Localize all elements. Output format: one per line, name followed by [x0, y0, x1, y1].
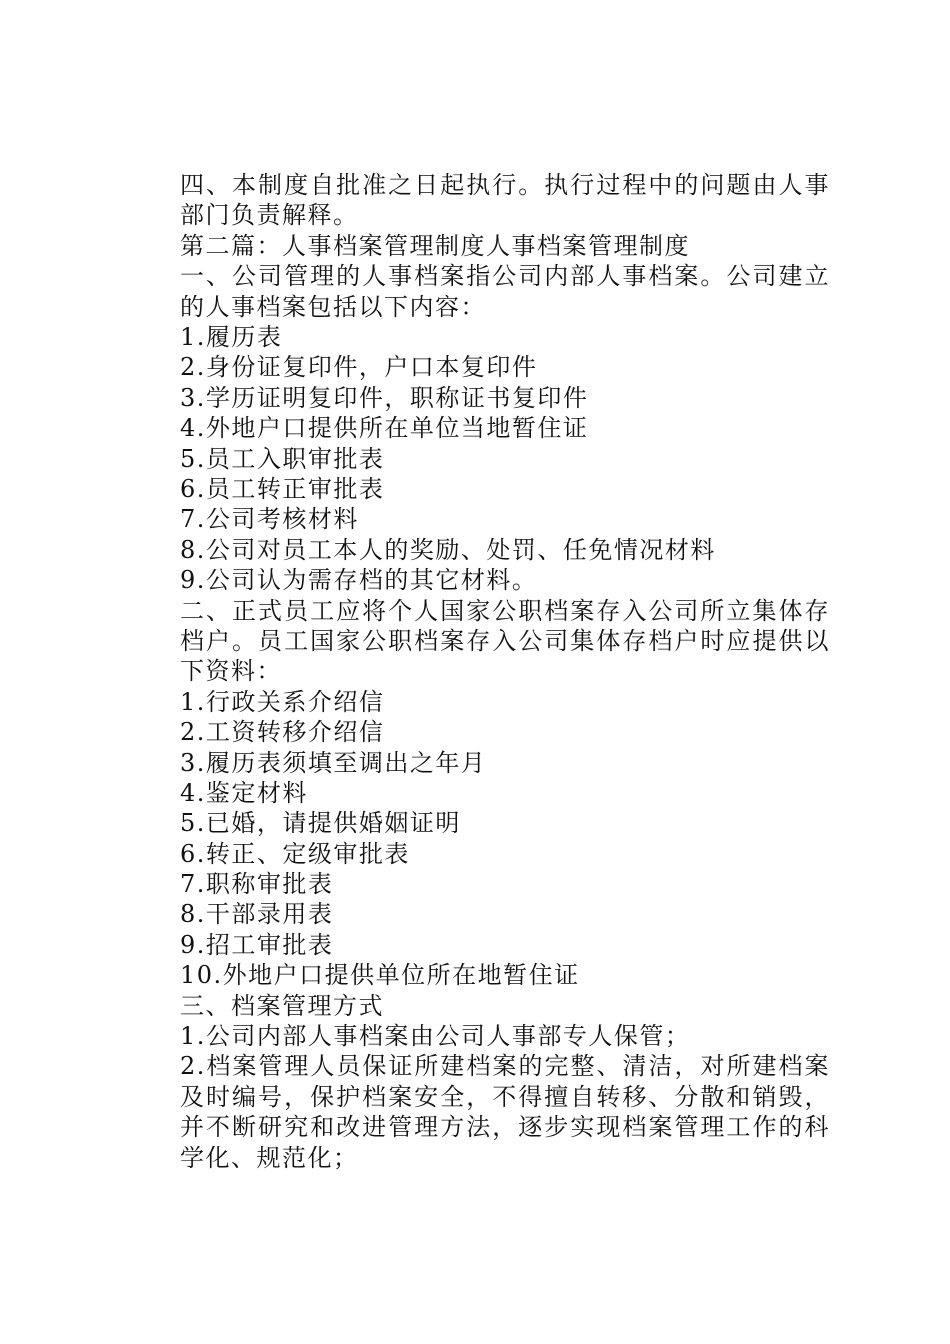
list-item: 8.干部录用表 — [180, 900, 334, 929]
list-item: 9.公司认为需存档的其它材料。 — [180, 566, 538, 595]
archive-contents-list — [130, 322, 830, 596]
section-heading-item-three: 三、档案管理方式 — [180, 991, 384, 1020]
paragraph-management-point-two: 2.档案管理人员保证所建档案的完整、清洁，对所建档案及时编号，保护档案安全，不得擅自转移、分散和销毁，并不断研究和改进管理方法，逐步实现档案管理工作的科学化、规范化； — [180, 1052, 830, 1172]
section-heading-chapter-two: 第二篇：人事档案管理制度人事档案管理制度 — [180, 231, 690, 260]
list-item: 8.公司对员工本人的奖励、处罚、任免情况材料 — [180, 535, 716, 564]
document-body — [130, 170, 830, 1173]
list-item: 10.外地户口提供单位所在地暂住证 — [180, 961, 580, 990]
list-item: 6.员工转正审批表 — [180, 474, 385, 503]
paragraph-management-point-one: 1.公司内部人事档案由公司人事部专人保管； — [180, 1022, 691, 1051]
list-item: 3.学历证明复印件，职称证书复印件 — [180, 383, 589, 412]
list-item: 4.外地户口提供所在单位当地暂住证 — [180, 414, 589, 443]
list-item: 7.公司考核材料 — [180, 505, 359, 534]
list-item: 6.转正、定级审批表 — [180, 839, 410, 868]
list-item: 9.招工审批表 — [180, 930, 334, 959]
list-item: 4.鉴定材料 — [180, 778, 308, 807]
list-item: 1.履历表 — [180, 323, 283, 352]
list-item: 5.员工入职审批表 — [180, 444, 385, 473]
list-item: 5.已婚，请提供婚姻证明 — [180, 809, 461, 838]
list-item: 3.履历表须填至调出之年月 — [180, 748, 487, 777]
required-materials-list — [130, 687, 830, 991]
list-item: 7.职称审批表 — [180, 870, 334, 899]
list-item: 1.行政关系介绍信 — [180, 687, 385, 716]
list-item: 2.身份证复印件，户口本复印件 — [180, 353, 538, 382]
list-item: 2.工资转移介绍信 — [180, 718, 385, 747]
paragraph-item-two: 二、正式员工应将个人国家公职档案存入公司所立集体存档户。员工国家公职档案存入公司集体存档户时应提供以下资料： — [180, 596, 830, 686]
paragraph-item-one: 一、公司管理的人事档案指公司内部人事档案。公司建立的人事档案包括以下内容： — [180, 262, 830, 321]
paragraph-article-four: 四、本制度自批准之日起执行。执行过程中的问题由人事部门负责解释。 — [180, 171, 830, 230]
